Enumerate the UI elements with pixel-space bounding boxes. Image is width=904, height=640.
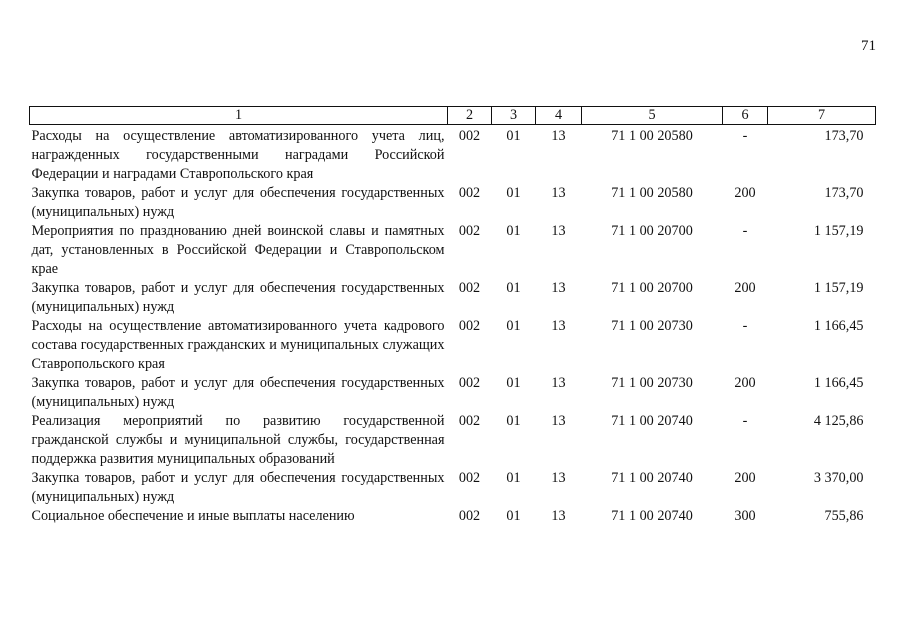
column-header: 7 <box>768 107 876 125</box>
expense-type-code: 200 <box>734 470 756 486</box>
subsection-code: 13 <box>551 185 566 201</box>
subsection-code: 13 <box>551 318 566 334</box>
section-code: 01 <box>506 470 521 486</box>
expense-name: Расходы на осуществление автоматизированного учета лиц, награжденных государственными наградами Российской Федерации и наградами Ставропольского края <box>31 128 445 182</box>
ministry-code: 002 <box>458 413 481 429</box>
expense-name: Реализация мероприятий по развитию государственной гражданской службы и муниципальной службы, государственная поддержка развития муниципальных образований <box>31 413 445 467</box>
ministry-code: 002 <box>458 185 481 201</box>
table-header-row <box>30 107 876 125</box>
ministry-code: 002 <box>458 128 481 144</box>
amount: 1 157,19 <box>813 280 864 296</box>
target-article-code: 71 1 00 20580 <box>611 185 693 201</box>
target-article-code: 71 1 00 20740 <box>611 413 693 429</box>
amount: 1 166,45 <box>813 375 864 391</box>
table-row <box>30 374 876 412</box>
subsection-code: 13 <box>551 375 566 391</box>
expense-name: Закупка товаров, работ и услуг для обеспечения государственных (муниципальных) нужд <box>31 470 445 505</box>
expense-type-code: - <box>742 128 748 144</box>
expense-type-code: - <box>742 413 748 429</box>
table-row <box>30 507 876 526</box>
section-code: 01 <box>506 318 521 334</box>
table-row <box>30 222 876 279</box>
amount: 755,86 <box>824 508 864 524</box>
ministry-code: 002 <box>458 223 481 239</box>
page-number: 71 <box>861 38 876 54</box>
column-header: 3 <box>492 107 536 125</box>
column-header: 1 <box>30 107 448 125</box>
section-code: 01 <box>506 508 521 524</box>
amount: 1 157,19 <box>813 223 864 239</box>
expense-name: Расходы на осуществление автоматизированного учета кадрового состава государственных гражданских и муниципальных служащих Ставропольского края <box>31 318 445 372</box>
target-article-code: 71 1 00 20700 <box>611 280 693 296</box>
target-article-code: 71 1 00 20740 <box>611 508 693 524</box>
subsection-code: 13 <box>551 470 566 486</box>
table-row <box>30 279 876 317</box>
section-code: 01 <box>506 375 521 391</box>
subsection-code: 13 <box>551 508 566 524</box>
target-article-code: 71 1 00 20700 <box>611 223 693 239</box>
table-row <box>30 412 876 469</box>
expense-name: Закупка товаров, работ и услуг для обеспечения государственных (муниципальных) нужд <box>31 375 445 410</box>
target-article-code: 71 1 00 20740 <box>611 470 693 486</box>
section-code: 01 <box>506 280 521 296</box>
section-code: 01 <box>506 185 521 201</box>
section-code: 01 <box>506 128 521 144</box>
expense-type-code: - <box>742 223 748 239</box>
target-article-code: 71 1 00 20730 <box>611 318 693 334</box>
subsection-code: 13 <box>551 223 566 239</box>
section-code: 01 <box>506 413 521 429</box>
column-header: 2 <box>448 107 492 125</box>
subsection-code: 13 <box>551 280 566 296</box>
expense-name: Социальное обеспечение и иные выплаты населению <box>31 508 355 524</box>
budget-table <box>29 106 876 526</box>
target-article-code: 71 1 00 20730 <box>611 375 693 391</box>
expense-name: Мероприятия по празднованию дней воинской славы и памятных дат, установленных в Российской Федерации и Ставропольском крае <box>31 223 445 277</box>
table-row <box>30 184 876 222</box>
amount: 4 125,86 <box>813 413 864 429</box>
expense-type-code: 200 <box>734 375 756 391</box>
expense-name: Закупка товаров, работ и услуг для обеспечения государственных (муниципальных) нужд <box>31 185 445 220</box>
ministry-code: 002 <box>458 470 481 486</box>
ministry-code: 002 <box>458 280 481 296</box>
amount: 173,70 <box>824 185 864 201</box>
amount: 3 370,00 <box>813 470 864 486</box>
table-row <box>30 317 876 374</box>
ministry-code: 002 <box>458 375 481 391</box>
column-header: 6 <box>723 107 768 125</box>
subsection-code: 13 <box>551 128 566 144</box>
expense-type-code: 200 <box>734 185 756 201</box>
expense-type-code: 300 <box>734 508 756 524</box>
ministry-code: 002 <box>458 318 481 334</box>
ministry-code: 002 <box>458 508 481 524</box>
expense-type-code: 200 <box>734 280 756 296</box>
amount: 173,70 <box>824 128 864 144</box>
subsection-code: 13 <box>551 413 566 429</box>
expense-name: Закупка товаров, работ и услуг для обеспечения государственных (муниципальных) нужд <box>31 280 445 315</box>
target-article-code: 71 1 00 20580 <box>611 128 693 144</box>
table-row <box>30 125 876 185</box>
amount: 1 166,45 <box>813 318 864 334</box>
table-row <box>30 469 876 507</box>
section-code: 01 <box>506 223 521 239</box>
column-header: 4 <box>536 107 582 125</box>
column-header: 5 <box>582 107 723 125</box>
expense-type-code: - <box>742 318 748 334</box>
